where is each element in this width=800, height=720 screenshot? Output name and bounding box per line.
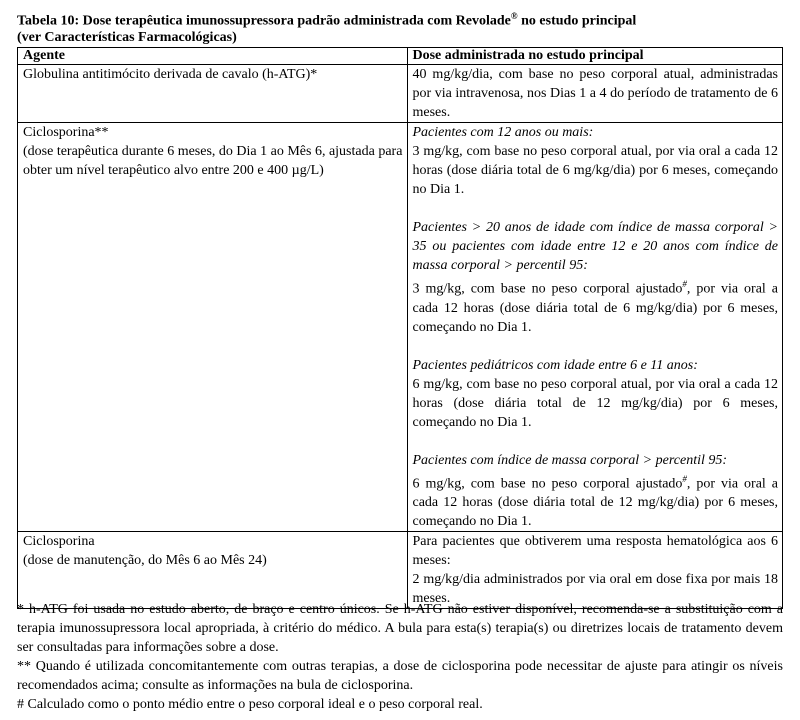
agent-hatg-name: Globulina antitimócito derivada de cavalo (h-ATG)* [23,67,318,82]
table-row [18,532,783,609]
table-row [18,65,783,123]
spacer [413,199,779,218]
dose-text-part: , por via oral a cada 12 horas (dose diária total de 12 mg/kg/dia) por 6 meses, começando no Dia 1. [412,476,778,530]
dose-text-part: , por via oral a cada 12 horas (dose diária total de 6 mg/kg/dia) por 6 meses, começando no Dia 1. [412,281,778,335]
agent-ciclosporina-detail: (dose de manutenção, do Mês 6 ao Mês 24) [23,553,267,569]
dose-group-text [413,470,779,532]
header-dose: Dose administrada no estudo principal [407,48,783,65]
cell-dose-ciclosporina-therapeutic [407,123,783,532]
dose-text-part: 3 mg/kg, com base no peso corporal ajustado [412,281,683,297]
spacer [413,432,779,451]
footnote-marker: # [682,473,687,484]
footnote-hatg: * h-ATG foi usada no estudo aberto, de braço e centro únicos. Se h-ATG não estiver disponível, recomenda-se a substituição com a terapia imunossupressora local apropriada, à critério do médico. A bula para esta(s) terapia(s) ou diretrizes locais de tratamento devem ser consultadas para informações sobre a dose. [17,602,783,655]
footnote-ciclosporina: ** Quando é utilizada concomitantemente com outras terapias, a dose de ciclosporina pode necessitar de ajuste para atingir os níveis recomendados acima; consulte as informações na bula de ciclosporina. [17,659,783,693]
dose-group-text: 3 mg/kg, com base no peso corporal atual, por via oral a cada 12 horas (dose diária total de 6 mg/kg/dia) por 6 meses, começando no Dia 1. [412,144,778,197]
dose-group-heading: Pacientes com índice de massa corporal > percentil 95: [412,452,728,468]
cell-dose-hatg [407,65,783,123]
agent-ciclosporina-detail: (dose terapêutica durante 6 meses, do Dia 1 ao Mês 6, ajustada para obter um nível terapêutico alvo entre 200 e 400 µg/L) [23,144,403,178]
dose-group-text [413,275,779,337]
table-header-row [18,48,783,65]
dose-group-heading: Pacientes > 20 anos de idade com índice de massa corporal > 35 ou pacientes com idade entre 12 e 20 anos com índice de massa corporal > percentil 95: [412,220,778,273]
table-row [18,123,783,532]
caption-title: Tabela 10: Dose terapêutica imunossupressora padrão administrada com Revolade [17,13,511,29]
footnote-adjusted-weight: # Calculado como o ponto médio entre o peso corporal ideal e o peso corporal real. [17,697,483,712]
spacer [413,337,779,356]
dose-group-text: 6 mg/kg, com base no peso corporal atual, por via oral a cada 12 horas (dose diária total de 12 mg/kg/dia) por 6 meses, começando no Dia 1. [412,376,778,430]
dose-text: 2 mg/kg/dia administrados por via oral em dose fixa por mais 18 meses. [412,572,778,607]
header-agent: Agente [18,48,408,65]
cell-agent-ciclosporina-maintenance [18,532,408,609]
cell-agent-hatg [18,65,408,123]
registered-mark: ® [510,11,518,21]
dose-hatg-text: 40 mg/kg/dia, com base no peso corporal atual, administradas por via intravenosa, nos Dias 1 a 4 do período de tratamento de 6 meses. [412,67,778,120]
dose-group-heading: Pacientes pediátricos com idade entre 6 e 11 anos: [412,357,698,373]
dose-group-heading: Pacientes com 12 anos ou mais: [412,125,594,140]
cell-dose-ciclosporina-maintenance [407,532,783,609]
caption-title-suffix: no estudo principal [517,13,637,29]
table-caption [17,8,787,46]
dose-table [17,47,783,609]
agent-ciclosporina-name: Ciclosporina** [23,125,109,140]
agent-ciclosporina-name: Ciclosporina [23,534,95,550]
dose-text: Para pacientes que obtiverem uma resposta hematológica aos 6 meses: [412,534,778,569]
footnotes [17,600,783,714]
dose-text-part: 6 mg/kg, com base no peso corporal ajustado [412,476,683,492]
cell-agent-ciclosporina-therapeutic [18,123,408,532]
footnote-marker: # [682,279,687,289]
caption-subtitle: (ver Características Farmacológicas) [17,29,237,45]
